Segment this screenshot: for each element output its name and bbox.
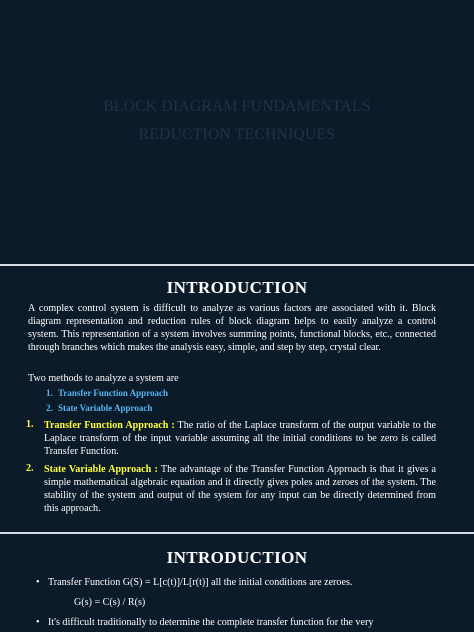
slide-title-line-1: BLOCK DIAGRAM FUNDAMENTALS xyxy=(103,98,371,115)
introduction-continued-slide xyxy=(0,534,474,632)
methods-intro-text: Two methods to analyze a system are xyxy=(28,373,179,384)
definition-term: Transfer Function Approach : xyxy=(44,420,175,431)
method-label: Transfer Function Approach xyxy=(58,388,169,398)
definition-number: 1. xyxy=(26,419,34,430)
bullet-item xyxy=(36,617,373,628)
slide-title-line-2: REDUCTION TECHNIQUES xyxy=(138,126,336,143)
slide-heading: INTRODUCTION xyxy=(166,548,308,567)
intro-paragraph: A complex control system is difficult to analyze as various factors are associated with it. Block diagram representation and reduction rules of block diagram helps to easily analyze a control system. This representation of a system involves summing points, functional blocks, etc., connected through branches which makes the analysis easy, simple, and step by step, crystal clear. xyxy=(28,303,436,354)
definition-text xyxy=(44,419,436,458)
bullet-item xyxy=(36,577,352,588)
bullet-text: Transfer Function G(S) = L[c(t)]/L[r(t)] all the initial conditions are zeroes. xyxy=(48,577,353,588)
slide-heading: INTRODUCTION xyxy=(166,278,308,297)
definition-body: The ratio of the Laplace transform of the output variable to the Laplace transform of the input variable assuming all the initial conditions to be zero is called Transfer Function. xyxy=(44,420,436,458)
transfer-function-formula: G(s) = C(s) / R(s) xyxy=(74,597,146,608)
bullet-text: It's difficult traditionally to determine the complete transfer function for the very xyxy=(48,617,374,628)
introduction-slide xyxy=(0,266,474,532)
definition-body: The advantage of the Transfer Function Approach is that it gives a simple mathematical algebraic equation and it directly gives poles and zeroes of the system. The stability of the system and output of the system for any input can be directly determined from this approach. xyxy=(44,464,436,515)
method-list-item xyxy=(46,403,152,413)
title-slide xyxy=(0,0,474,264)
method-number: 2. xyxy=(46,403,53,413)
definition-number: 2. xyxy=(26,463,34,474)
method-number: 1. xyxy=(46,388,53,398)
bullet-dot: • xyxy=(36,617,40,628)
definition-text xyxy=(44,463,436,515)
method-label: State Variable Approach xyxy=(58,403,153,413)
method-list-item xyxy=(46,388,168,398)
definition-term: State Variable Approach : xyxy=(44,464,158,475)
bullet-dot: • xyxy=(36,577,40,588)
